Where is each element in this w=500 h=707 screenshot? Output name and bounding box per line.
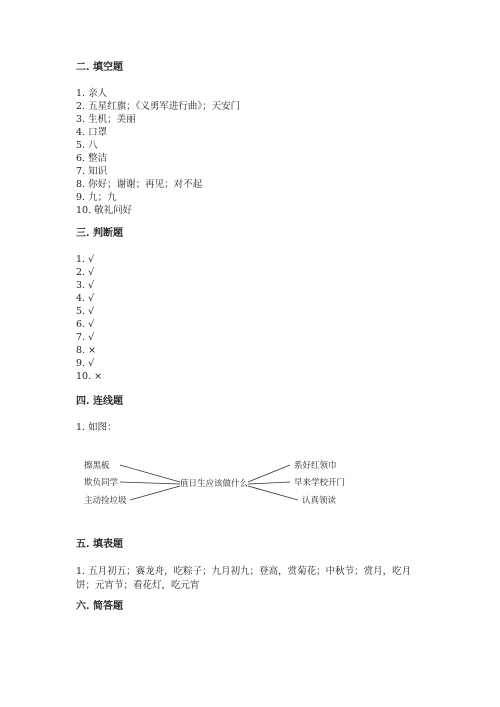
list-item: 6. √ (76, 319, 95, 330)
list-item: 5. √ (76, 306, 95, 317)
list-item: 9. √ (76, 358, 95, 369)
left-item: 欺负同学 (84, 478, 119, 488)
right-item: 早来学校开门 (294, 478, 346, 488)
list-item: 6. 整洁 (76, 153, 108, 164)
section-title-table-fill: 五. 填表题 (76, 539, 123, 550)
list-item: 7. √ (76, 332, 95, 343)
list-item: 10. 敬礼问好 (76, 205, 133, 216)
left-item: 擦黑板 (84, 461, 110, 471)
list-item: 7. 知识 (76, 166, 108, 177)
connector-line (120, 465, 180, 482)
section-title-judge: 三. 判断题 (76, 228, 123, 239)
list-item: 3. √ (76, 280, 95, 291)
right-item: 系好红领巾 (294, 461, 337, 471)
right-item: 认真领读 (302, 496, 337, 506)
section-title-fill-blank: 二. 填空题 (76, 62, 123, 73)
list-item: 8. 你好；谢谢；再见；对不起 (76, 179, 203, 190)
list-item: 2. √ (76, 267, 95, 278)
table-fill-answer: 1. 五月初五；赛龙舟，吃粽子；九月初九；登高，赏菊花；中秋节；赏月，吃月饼；元宵节；看花灯，吃元宵 (76, 566, 412, 591)
connector-line (130, 486, 180, 500)
section-title-short-answer: 六. 简答题 (76, 601, 123, 612)
center-node: 值日生应该做什么 (180, 479, 249, 489)
list-item: 2. 五星红旗；《义勇军进行曲》；天安门 (76, 101, 241, 112)
list-item: 9. 九；九 (76, 192, 117, 203)
section-title-matching: 四. 连线题 (76, 396, 123, 407)
list-item: 4. 口罩 (76, 127, 108, 138)
list-item: 1. √ (76, 254, 95, 265)
matching-intro: 1. 如图： (76, 422, 117, 433)
matching-diagram (60, 448, 380, 518)
connector-line (248, 465, 290, 482)
list-item: 5. 八 (76, 140, 98, 151)
connector-line (248, 486, 298, 500)
list-item: 8. × (76, 345, 97, 356)
list-item: 4. √ (76, 293, 95, 304)
connector-line (248, 482, 290, 484)
list-item: 10. × (76, 371, 103, 382)
left-item: 主动捡垃圾 (84, 496, 127, 506)
list-item: 1. 亲人 (76, 88, 108, 99)
connector-line (120, 482, 180, 484)
list-item: 3. 生机；美丽 (76, 114, 136, 125)
